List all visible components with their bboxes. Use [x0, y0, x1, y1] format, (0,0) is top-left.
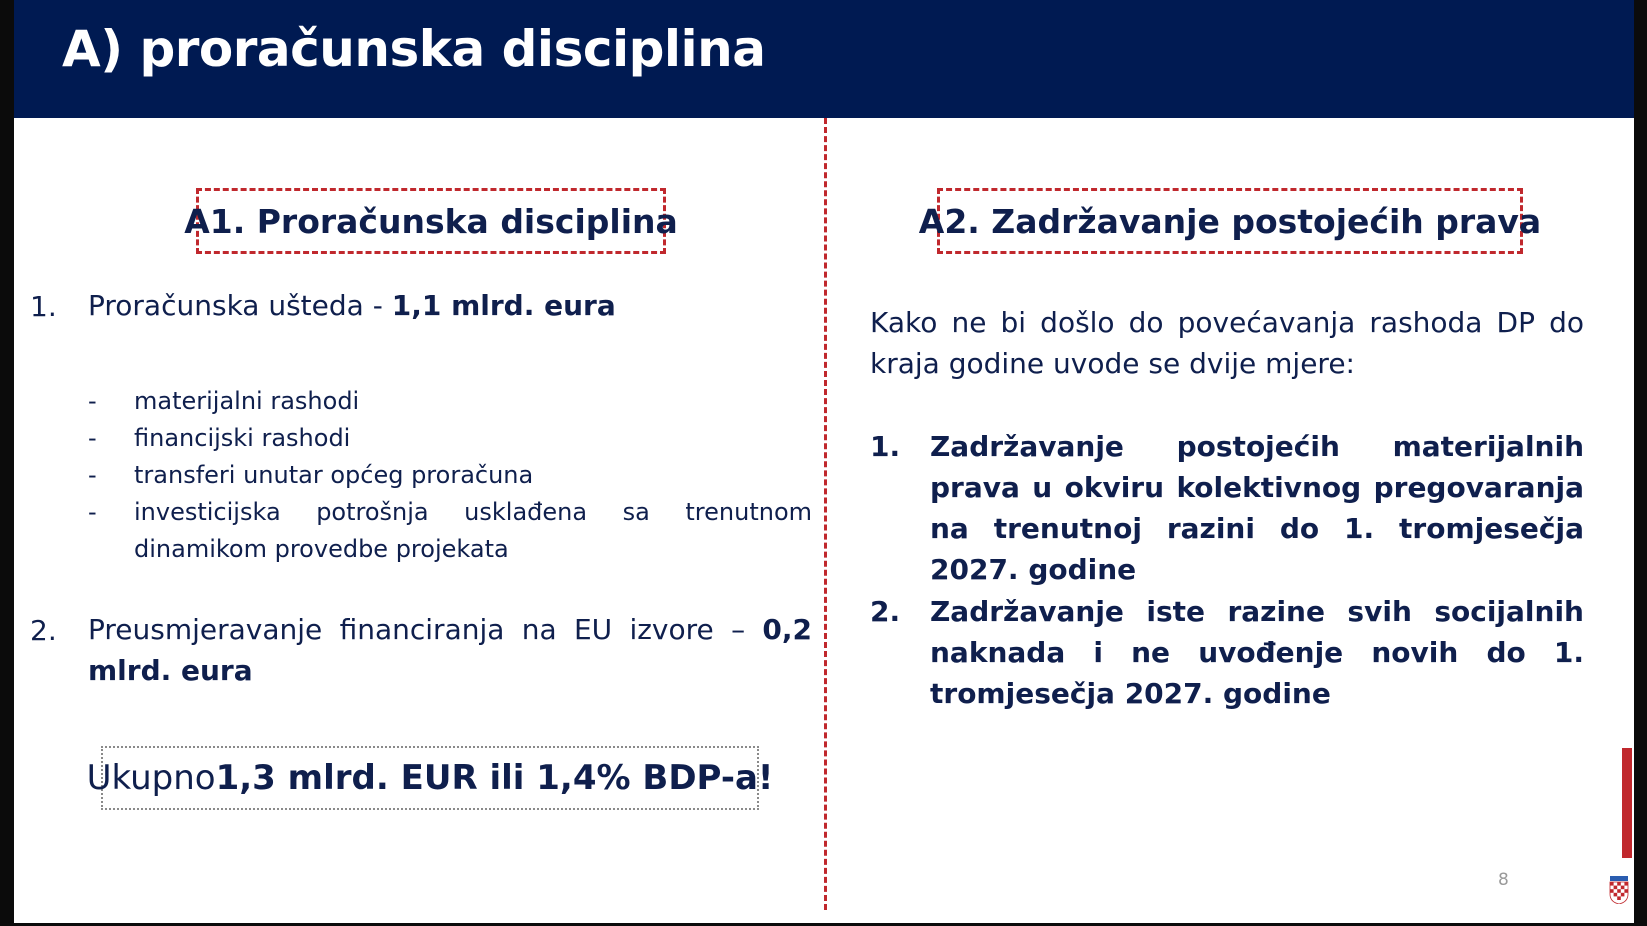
subitem-text: investicijska potrošnja usklađena sa trenutnom dinamikom provedbe projekata [134, 498, 812, 563]
a1-section-title: A1. Proračunska disciplina [196, 188, 666, 254]
total-prefix: Ukupno [86, 758, 216, 798]
left-item2-amount: 0,2 mlrd. eura [88, 613, 812, 687]
right-item1-text: Zadržavanje postojećih materijalnih prava u okviru kolektivnog pregovaranja na trenutnoj razini do 1. tromjesečja 2027. godine [930, 430, 1584, 586]
subitem-text: financijski rashodi [134, 424, 351, 452]
page-number: 8 [1498, 870, 1509, 890]
croatian-coat-of-arms-icon [1608, 876, 1630, 904]
right-intro: Kako ne bi došlo do povećavanja rashoda DP do kraja godine uvode se dvije mjere: [870, 306, 1584, 380]
left-item1 [88, 285, 812, 326]
subitem-text: materijalni rashodi [134, 387, 360, 415]
total-summary-box [86, 746, 774, 810]
slide [14, 0, 1634, 923]
subitem-text: transferi unutar općeg proračuna [134, 461, 534, 489]
subitem-dash: - [88, 461, 97, 489]
left-item2 [88, 609, 812, 691]
right-item2-text: Zadržavanje iste razine svih socijalnih naknada i ne uvođenje novih do 1. tromjesečja 2027. godine [930, 595, 1584, 710]
left-item1-amount: 1,1 mlrd. eura [391, 289, 616, 322]
slide-title: A) proračunska disciplina [62, 20, 766, 78]
right-item2-number: 2. [870, 595, 901, 628]
left-item2-number: 2. [30, 614, 57, 647]
total-amount: 1,3 mlrd. EUR ili 1,4% BDP-a! [215, 758, 774, 798]
left-item1-number: 1. [30, 290, 57, 323]
accent-strip [1622, 748, 1632, 858]
subitem-dash: - [88, 498, 97, 526]
slide-header [14, 0, 1634, 118]
column-divider [824, 118, 827, 910]
left-item1-text: Proračunska ušteda - [88, 289, 392, 322]
subitem-dash: - [88, 387, 97, 415]
a2-section-title: A2. Zadržavanje postojećih prava [937, 188, 1523, 254]
subitem-dash: - [88, 424, 97, 452]
left-item2-text: Preusmjeravanje financiranja na EU izvore – [88, 613, 763, 646]
right-item1-number: 1. [870, 430, 901, 463]
